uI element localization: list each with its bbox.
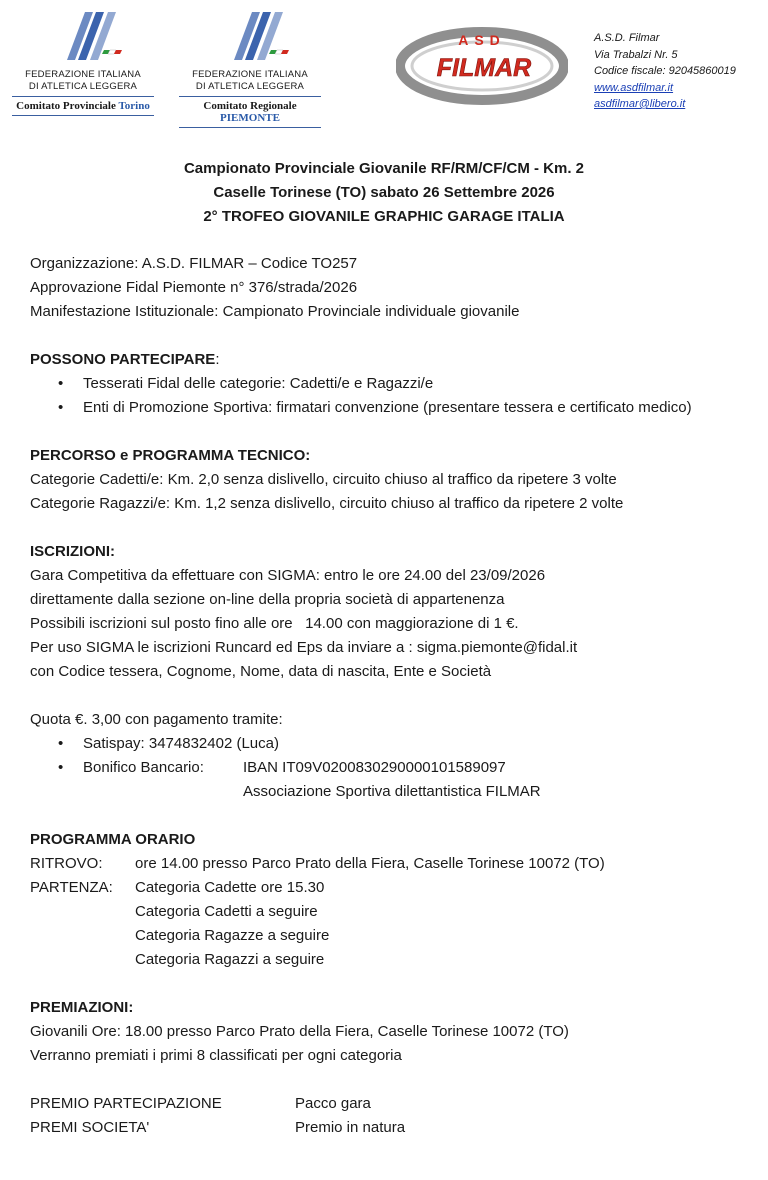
registration-heading: ISCRIZIONI: [30,543,115,560]
awards-line: Verranno premiati i primi 8 classificati per ogni categoria [30,1047,402,1064]
committee-accent: Torino [118,100,150,112]
committee-name: Comitato Provinciale [16,100,116,112]
divider [179,96,321,97]
bank-label: Bonifico Bancario: [83,759,204,776]
fidal-runner-icon [8,8,158,64]
list-item: • Tesserati Fidal delle categorie: Cadetti/e e Ragazzi/e [30,372,750,396]
filmar-asd-text: ASD [458,32,506,48]
committee-name: Comitato Regionale [203,100,297,112]
fidal-name-line1: FEDERAZIONE ITALIANA [25,69,141,80]
list-item [30,756,750,780]
prize-row [30,1092,750,1116]
document-body [30,252,750,1140]
start-value: Categoria Ragazze a seguire [135,927,330,944]
meet-label: RITROVO: [30,855,103,872]
filmar-ring-icon [396,26,568,106]
meet-row [30,852,750,876]
divider [12,115,154,116]
fidal-name-line1: FEDERAZIONE ITALIANA [192,69,308,80]
start-value: Categoria Cadetti a seguire [135,903,318,920]
org-tax-code: Codice fiscale: 92045860019 [594,65,736,77]
headline-date: Caselle Torinese (TO) sabato 26 Settembre 2026 [213,184,555,201]
prize-value: Premio in natura [295,1119,406,1136]
start-value: Categoria Cadette ore 15.30 [135,879,325,896]
beneficiary: Associazione Sportiva dilettantistica FILMAR [243,783,541,800]
registration-line: direttamente dalla sezione on-line della propria società di appartenenza [30,591,505,608]
headline-title: Campionato Provinciale Giovanile RF/RM/CF/CM - Km. 2 [183,160,585,177]
website-link[interactable]: www.asdfilmar.it [594,81,674,94]
committee-accent: PIEMONTE [220,112,280,124]
meet-value: ore 14.00 presso Parco Prato della Fiera, Caselle Torinese 10072 (TO) [135,855,605,872]
prize-row [30,1116,750,1140]
payment-list [30,732,750,780]
start-row [30,876,750,900]
filmar-logo [396,26,568,106]
course-heading: PERCORSO e PROGRAMMA TECNICO: [30,447,311,464]
divider [12,96,154,97]
fidal-name-line2: DI ATLETICA LEGGERA [195,81,305,92]
event-line: Manifestazione Istituzionale: Campionato Provinciale individuale giovanile [30,303,520,320]
awards-heading: PREMIAZIONI: [30,999,134,1016]
prize-value: Pacco gara [295,1095,371,1112]
registration-line: Gara Competitiva da effettuare con SIGMA: entro le ore 24.00 del 23/09/2026 [30,567,546,584]
headline-trophy: 2° TROFEO GIOVANILE GRAPHIC GARAGE ITALIA [203,208,565,225]
committee-label [175,100,325,124]
start-value: Categoria Ragazzi a seguire [135,951,325,968]
participants-list [30,372,750,420]
registration-line: con Codice tessera, Cognome, Nome, data di nascita, Ente e Società [30,663,492,680]
filmar-main-text: FILMAR [436,54,532,82]
start-label: PARTENZA: [30,879,113,896]
registration-line: Per uso SIGMA le iscrizioni Runcard ed Eps da inviare a : sigma.piemonte@fidal.it [30,639,578,656]
schedule-heading: PROGRAMMA ORARIO [30,831,196,848]
registration-line: Possibili iscrizioni sul posto fino alle ore 14.00 con maggiorazione di 1 €. [30,615,519,632]
fidal-name-line2: DI ATLETICA LEGGERA [28,81,138,92]
fidal-torino-logo [8,8,158,126]
participants-heading: POSSONO PARTECIPARE: [30,351,220,368]
divider [179,127,321,128]
course-line-cadetti: Categorie Cadetti/e: Km. 2,0 senza dislivello, circuito chiuso al traffico da ripetere 3 volte [30,471,617,488]
org-name: A.S.D. Filmar [594,32,660,44]
approval-line: Approvazione Fidal Piemonte n° 376/strada/2026 [30,279,358,296]
email-link[interactable]: asdfilmar@libero.it [594,98,686,110]
awards-line: Giovanili Ore: 18.00 presso Parco Prato della Fiera, Caselle Torinese 10072 (TO) [30,1023,569,1040]
fidal-piemonte-logo [175,8,325,126]
fidal-runner-icon [175,8,325,64]
iban-value: IBAN IT09V0200830290000101589097 [243,759,506,776]
course-line-ragazzi: Categorie Ragazzi/e: Km. 1,2 senza dislivello, circuito chiuso al traffico da ripetere 2 volte [30,495,624,512]
org-contact-block [594,30,736,113]
org-address: Via Trabalzi Nr. 5 [594,48,678,61]
organization-line: Organizzazione: A.S.D. FILMAR – Codice TO257 [30,255,358,272]
prize-label: PREMI SOCIETA' [30,1119,150,1136]
list-item: • Enti di Promozione Sportiva: firmatari convenzione (presentare tessera e certificato medico) [30,396,750,420]
fee-intro: Quota €. 3,00 con pagamento tramite: [30,711,283,728]
event-headline [0,157,768,229]
list-item: • Satispay: 3474832402 (Luca) [30,732,750,756]
committee-label [8,100,158,112]
prize-label: PREMIO PARTECIPAZIONE [30,1095,222,1112]
